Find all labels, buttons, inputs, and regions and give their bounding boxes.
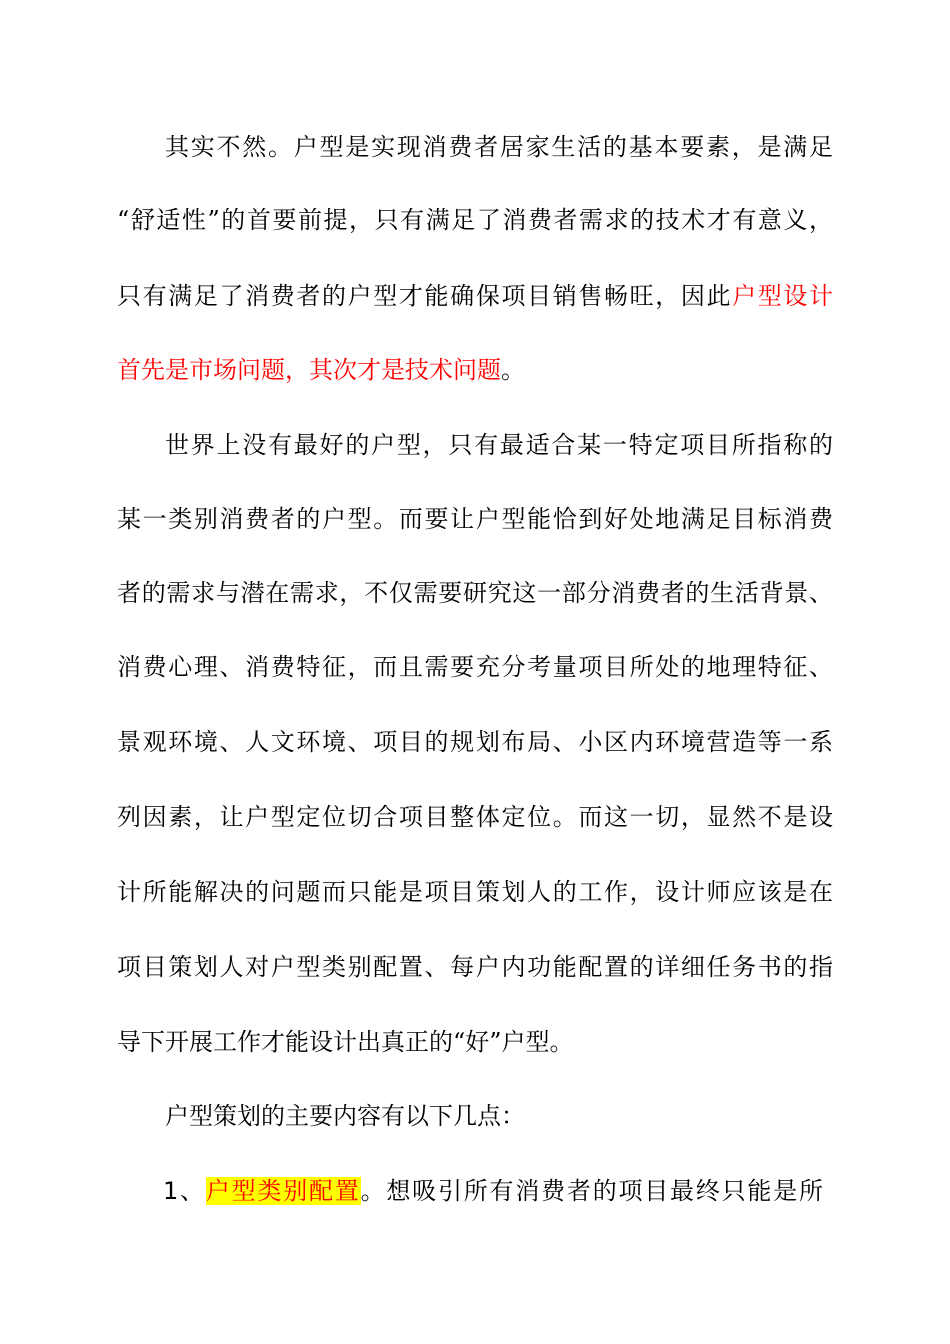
list-number: 1、	[163, 1177, 206, 1205]
paragraph-1-line-2: “舒适性”的首要前提，只有满足了消费者需求的技术才有意义，	[117, 206, 833, 234]
list-item-1	[163, 1171, 823, 1211]
paragraph-1-line-4	[117, 350, 833, 390]
paragraph-1-line-1: 其实不然。户型是实现消费者居家生活的基本要素，是满足	[165, 133, 833, 161]
paragraph-2-line-8: 项目策划人对户型类别配置、每户内功能配置的详细任务书的指	[117, 953, 833, 981]
paragraph-1-line-4-end: 。	[501, 356, 525, 384]
paragraph-1-line-3-text: 只有满足了消费者的户型才能确保项目销售畅旺，因此	[117, 282, 733, 310]
paragraph-2-line-5: 景观环境、人文环境、项目的规划布局、小区内环境营造等一系	[117, 728, 833, 756]
red-emphasis-text: 户型设计	[732, 282, 833, 310]
paragraph-2-line-7: 计所能解决的问题而只能是项目策划人的工作，设计师应该是在	[117, 878, 833, 906]
paragraph-3-line-1: 户型策划的主要内容有以下几点：	[165, 1102, 525, 1130]
red-emphasis-text-continued: 首先是市场问题，其次才是技术问题	[117, 356, 501, 384]
paragraph-2-line-6: 列因素，让户型定位切合项目整体定位。而这一切，显然不是设	[117, 803, 833, 831]
paragraph-2-line-2: 某一类别消费者的户型。而要让户型能恰到好处地满足目标消费	[117, 505, 833, 533]
highlighted-heading: 户型类别配置	[205, 1177, 361, 1205]
paragraph-2-line-4: 消费心理、消费特征，而且需要充分考量项目所处的地理特征、	[117, 653, 833, 681]
paragraph-1-line-3	[117, 276, 833, 316]
list-item-text: 。想吸引所有消费者的项目最终只能是所	[360, 1177, 824, 1205]
paragraph-2-line-3: 者的需求与潜在需求，不仅需要研究这一部分消费者的生活背景、	[117, 579, 833, 607]
paragraph-2-line-1: 世界上没有最好的户型，只有最适合某一特定项目所指称的	[165, 431, 833, 459]
paragraph-2-line-9: 导下开展工作才能设计出真正的“好”户型。	[117, 1028, 574, 1056]
